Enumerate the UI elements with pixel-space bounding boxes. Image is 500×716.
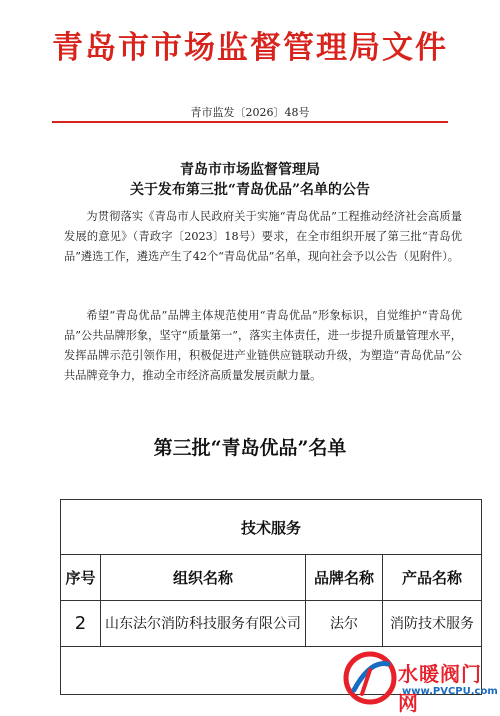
cell-product: 消防技术服务 — [390, 616, 474, 632]
column-header-index: 序号 — [61, 554, 101, 600]
table-category: 技术服务 — [61, 500, 481, 555]
site-watermark — [340, 650, 500, 715]
column-header-organization: 组织名称 — [101, 554, 306, 600]
body-paragraph-2: 希望“青岛优品”品牌主体规范使用“青岛优品”形象标识，自觉维护“青岛优品”公共品牌形象，坚守“质量第一”，落实主体责任，进一步提升质量管理水平，发挥品牌示范引领作用，积极促进产业链供应链联动升级，为塑造“青岛优品”公共品牌竞争力，推动全市经济高质量发展贡献力量。 — [64, 309, 462, 382]
watermark-site-name: 水暖阀门网 — [398, 662, 482, 715]
table-header-row — [61, 554, 481, 601]
list-title: 第三批“青岛优品”名单 — [153, 437, 347, 459]
document-header-title: 青岛市市场监督管理局文件 — [52, 30, 448, 66]
body-paragraph-1: 为贯彻落实《青岛市人民政府关于实施“青岛优品”工程推动经济社会高质量发展的意见》（青政字〔2023〕18号）要求，在全市组织开展了第三批“青岛优品”遴选工作，遴选产生了42个“青岛优品”名单，现向社会予以公告（见附件）。 — [64, 210, 462, 263]
table-row — [61, 600, 481, 647]
cell-index: 2 — [61, 600, 101, 646]
watermark-url: www.PVCPU.com — [402, 686, 498, 697]
column-header-brand: 品牌名称 — [306, 554, 383, 600]
document-number: 青市监发〔2026〕48号 — [190, 106, 310, 119]
column-header-product: 产品名称 — [401, 568, 462, 587]
cell-organization: 山东法尔消防科技服务有限公司 — [101, 600, 306, 646]
announcement-title-line2: 关于发布第三批“青岛优品”名单的公告 — [129, 182, 371, 198]
watermark-logo-icon — [340, 650, 400, 706]
header-divider — [52, 121, 448, 123]
announcement-title-line1: 青岛市市场监督管理局 — [180, 162, 320, 178]
cell-brand: 法尔 — [306, 600, 383, 646]
